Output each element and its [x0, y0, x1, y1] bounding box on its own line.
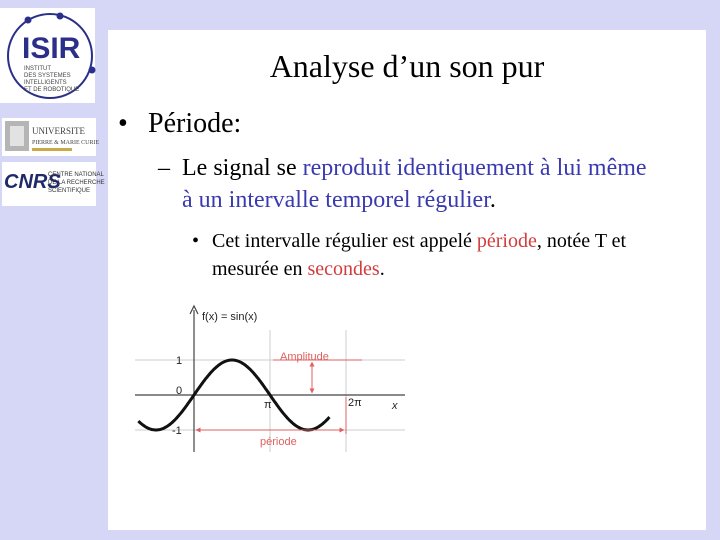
upmc-logo	[2, 118, 100, 156]
dash-mark: –	[158, 155, 170, 181]
upmc-line2: PIERRE & MARIE CURIE	[32, 140, 100, 146]
secondes-highlight: secondes	[307, 258, 380, 280]
period-label: période	[260, 436, 297, 448]
cnrs-logo	[2, 162, 105, 206]
isir-logo-text: ISIR	[22, 32, 81, 65]
sine-wave-figure	[130, 302, 410, 452]
periode-highlight: période	[476, 230, 537, 252]
isir-logo	[0, 8, 95, 103]
signal-text-1: Le signal se	[182, 155, 303, 181]
isir-sub-3: ET DE ROBOTIQUE	[24, 87, 80, 93]
slide-title: Analyse d’un son pur	[269, 48, 545, 84]
amplitude-label: Amplitude	[280, 351, 329, 363]
cnrs-logo-text: CNRS	[4, 171, 61, 193]
xtick-2pi: 2π	[348, 397, 362, 409]
ytick-minus-1: -1	[172, 425, 182, 437]
isir-sub-0: INSTITUT	[24, 66, 51, 72]
cnrs-sub-1: DE LA RECHERCHE	[48, 180, 105, 186]
dot-mark: •	[192, 230, 200, 252]
bullet-mark: •	[118, 108, 128, 139]
cnrs-sub-0: CENTRE NATIONAL	[48, 172, 104, 178]
bullet-periode	[118, 108, 241, 140]
signal-text-highlight: reproduit identiquement à lui même à un intervalle temporel régulier	[182, 155, 647, 213]
intervalle-text-5: .	[379, 258, 385, 280]
bullet-periode-text: Période:	[148, 108, 242, 139]
function-label: f(x) = sin(x)	[202, 311, 258, 323]
x-axis-label: x	[392, 400, 398, 412]
isir-sub-1: DES SYSTEMES	[24, 73, 71, 79]
cnrs-sub-2: SCIENTIFIQUE	[48, 188, 91, 194]
isir-sub-2: INTELLIGENTS	[24, 80, 67, 86]
signal-text-3: .	[489, 187, 496, 213]
intervalle-text-1: Cet intervalle régulier est appelé	[212, 230, 477, 252]
intervalle-text-3: , notée T et mesurée en	[212, 230, 627, 280]
ytick-1: 1	[176, 355, 183, 367]
xtick-pi: π	[264, 399, 272, 411]
upmc-line1: UNIVERSITE	[32, 126, 85, 136]
ytick-0: 0	[176, 385, 183, 397]
